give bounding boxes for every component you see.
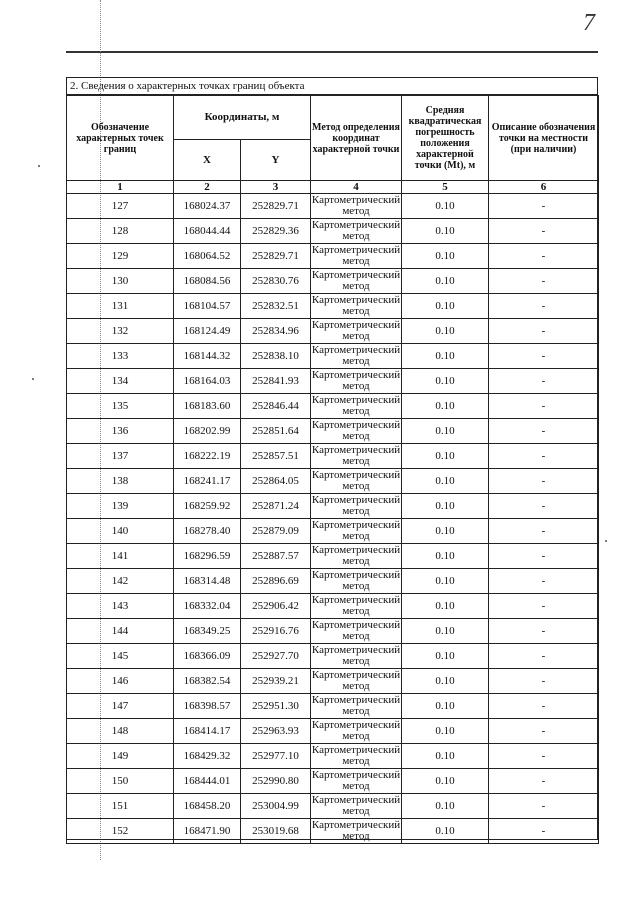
description-cell: -	[489, 344, 599, 369]
point-cell: 134	[67, 369, 174, 394]
table-row	[67, 369, 599, 394]
method-cell: Картометрический метод	[311, 519, 401, 542]
description-cell: -	[489, 819, 599, 844]
y-cell: 252838.10	[241, 344, 311, 369]
point-cell: 144	[67, 619, 174, 644]
x-cell: 168259.92	[174, 494, 241, 519]
y-cell: 253004.99	[241, 794, 311, 819]
y-cell: 253019.68	[241, 819, 311, 844]
table-row	[67, 469, 599, 494]
point-cell: 138	[67, 469, 174, 494]
point-cell: 146	[67, 669, 174, 694]
table-row	[67, 519, 599, 544]
column-number: 2	[174, 181, 241, 194]
x-cell: 168444.01	[174, 769, 241, 794]
header-designation: Обозначение характерных точек границ	[67, 96, 174, 181]
description-cell: -	[489, 219, 599, 244]
description-cell: -	[489, 294, 599, 319]
y-cell: 252896.69	[241, 569, 311, 594]
method-cell: Картометрический метод	[311, 419, 401, 442]
header-coordinates: Координаты, м	[174, 96, 311, 140]
accuracy-cell: 0.10	[402, 269, 489, 294]
top-rule	[66, 51, 598, 53]
accuracy-cell: 0.10	[402, 219, 489, 244]
x-cell: 168366.09	[174, 644, 241, 669]
accuracy-cell: 0.10	[402, 394, 489, 419]
description-cell: -	[489, 644, 599, 669]
description-cell: -	[489, 369, 599, 394]
table-row	[67, 544, 599, 569]
boundary-points-table	[66, 95, 599, 844]
y-cell: 252887.57	[241, 544, 311, 569]
method-cell: Картометрический метод	[311, 569, 401, 592]
accuracy-cell: 0.10	[402, 569, 489, 594]
table-row	[67, 269, 599, 294]
accuracy-cell: 0.10	[402, 719, 489, 744]
description-cell: -	[489, 469, 599, 494]
description-cell: -	[489, 494, 599, 519]
table-row	[67, 594, 599, 619]
x-cell: 168314.48	[174, 569, 241, 594]
x-cell: 168414.17	[174, 719, 241, 744]
table-row	[67, 394, 599, 419]
method-cell: Картометрический метод	[311, 594, 401, 617]
column-number: 3	[241, 181, 311, 194]
y-cell: 252857.51	[241, 444, 311, 469]
table-row	[67, 719, 599, 744]
x-cell: 168222.19	[174, 444, 241, 469]
point-cell: 148	[67, 719, 174, 744]
accuracy-cell: 0.10	[402, 319, 489, 344]
y-cell: 252951.30	[241, 694, 311, 719]
header-y: Y	[241, 140, 311, 181]
table-row	[67, 344, 599, 369]
method-cell: Картометрический метод	[311, 694, 401, 717]
method-cell: Картометрический метод	[311, 794, 401, 817]
x-cell: 168471.90	[174, 819, 241, 844]
description-cell: -	[489, 719, 599, 744]
description-cell: -	[489, 519, 599, 544]
accuracy-cell: 0.10	[402, 344, 489, 369]
point-cell: 147	[67, 694, 174, 719]
accuracy-cell: 0.10	[402, 494, 489, 519]
method-cell: Картометрический метод	[311, 544, 401, 567]
method-cell: Картометрический метод	[311, 294, 401, 317]
header-accuracy: Средняя квадратическая погрешность положения характерной точки (Mt), м	[402, 96, 489, 181]
x-cell: 168044.44	[174, 219, 241, 244]
table-row	[67, 319, 599, 344]
accuracy-cell: 0.10	[402, 294, 489, 319]
x-cell: 168104.57	[174, 294, 241, 319]
y-cell: 252829.36	[241, 219, 311, 244]
scan-speck	[605, 540, 607, 542]
x-cell: 168124.49	[174, 319, 241, 344]
method-cell: Картометрический метод	[311, 319, 401, 342]
y-cell: 252851.64	[241, 419, 311, 444]
accuracy-cell: 0.10	[402, 244, 489, 269]
y-cell: 252841.93	[241, 369, 311, 394]
y-cell: 252963.93	[241, 719, 311, 744]
point-cell: 132	[67, 319, 174, 344]
point-cell: 128	[67, 219, 174, 244]
description-cell: -	[489, 319, 599, 344]
method-cell: Картометрический метод	[311, 394, 401, 417]
y-cell: 252846.44	[241, 394, 311, 419]
x-cell: 168382.54	[174, 669, 241, 694]
column-number: 6	[489, 181, 599, 194]
y-cell: 252916.76	[241, 619, 311, 644]
accuracy-cell: 0.10	[402, 769, 489, 794]
x-cell: 168296.59	[174, 544, 241, 569]
accuracy-cell: 0.10	[402, 819, 489, 844]
accuracy-cell: 0.10	[402, 544, 489, 569]
x-cell: 168332.04	[174, 594, 241, 619]
table-row	[67, 744, 599, 769]
method-cell: Картометрический метод	[311, 644, 401, 667]
table-row	[67, 494, 599, 519]
y-cell: 252864.05	[241, 469, 311, 494]
scan-speck	[32, 378, 34, 380]
table-row	[67, 444, 599, 469]
description-cell: -	[489, 194, 599, 219]
point-cell: 129	[67, 244, 174, 269]
description-cell: -	[489, 419, 599, 444]
method-cell: Картометрический метод	[311, 194, 401, 217]
point-cell: 142	[67, 569, 174, 594]
method-cell: Картометрический метод	[311, 269, 401, 292]
description-cell: -	[489, 269, 599, 294]
header-description: Описание обозначения точки на местности (при наличии)	[489, 96, 599, 181]
table-row	[67, 244, 599, 269]
table-body	[67, 194, 599, 844]
x-cell: 168164.03	[174, 369, 241, 394]
x-cell: 168064.52	[174, 244, 241, 269]
x-cell: 168278.40	[174, 519, 241, 544]
accuracy-cell: 0.10	[402, 744, 489, 769]
description-cell: -	[489, 544, 599, 569]
y-cell: 252830.76	[241, 269, 311, 294]
table-row	[67, 219, 599, 244]
header-method: Метод определения координат характерной точки	[311, 96, 402, 181]
method-cell: Картометрический метод	[311, 444, 401, 467]
point-cell: 140	[67, 519, 174, 544]
table-row	[67, 819, 599, 844]
accuracy-cell: 0.10	[402, 644, 489, 669]
table-row	[67, 694, 599, 719]
description-cell: -	[489, 594, 599, 619]
description-cell: -	[489, 744, 599, 769]
point-cell: 130	[67, 269, 174, 294]
point-cell: 136	[67, 419, 174, 444]
method-cell: Картометрический метод	[311, 469, 401, 492]
method-cell: Картометрический метод	[311, 719, 401, 742]
table-row	[67, 669, 599, 694]
accuracy-cell: 0.10	[402, 519, 489, 544]
description-cell: -	[489, 244, 599, 269]
accuracy-cell: 0.10	[402, 694, 489, 719]
y-cell: 252879.09	[241, 519, 311, 544]
page-number: 7	[583, 10, 595, 36]
y-cell: 252977.10	[241, 744, 311, 769]
description-cell: -	[489, 694, 599, 719]
scan-speck	[38, 165, 40, 167]
table-row	[67, 769, 599, 794]
method-cell: Картометрический метод	[311, 769, 401, 792]
method-cell: Картометрический метод	[311, 819, 401, 842]
description-cell: -	[489, 394, 599, 419]
accuracy-cell: 0.10	[402, 369, 489, 394]
accuracy-cell: 0.10	[402, 469, 489, 494]
point-cell: 145	[67, 644, 174, 669]
method-cell: Картометрический метод	[311, 344, 401, 367]
y-cell: 252871.24	[241, 494, 311, 519]
point-cell: 131	[67, 294, 174, 319]
table-row	[67, 419, 599, 444]
description-cell: -	[489, 769, 599, 794]
point-cell: 152	[67, 819, 174, 844]
point-cell: 149	[67, 744, 174, 769]
point-cell: 150	[67, 769, 174, 794]
accuracy-cell: 0.10	[402, 794, 489, 819]
y-cell: 252906.42	[241, 594, 311, 619]
x-cell: 168398.57	[174, 694, 241, 719]
table-row	[67, 794, 599, 819]
x-cell: 168458.20	[174, 794, 241, 819]
y-cell: 252990.80	[241, 769, 311, 794]
x-cell: 168084.56	[174, 269, 241, 294]
y-cell: 252829.71	[241, 194, 311, 219]
table-row	[67, 294, 599, 319]
column-number: 1	[67, 181, 174, 194]
x-cell: 168349.25	[174, 619, 241, 644]
table-row	[67, 194, 599, 219]
accuracy-cell: 0.10	[402, 669, 489, 694]
y-cell: 252939.21	[241, 669, 311, 694]
point-cell: 143	[67, 594, 174, 619]
x-cell: 168024.37	[174, 194, 241, 219]
accuracy-cell: 0.10	[402, 194, 489, 219]
point-cell: 141	[67, 544, 174, 569]
description-cell: -	[489, 619, 599, 644]
point-cell: 127	[67, 194, 174, 219]
column-number: 5	[402, 181, 489, 194]
table-row	[67, 644, 599, 669]
method-cell: Картометрический метод	[311, 669, 401, 692]
x-cell: 168144.32	[174, 344, 241, 369]
column-number: 4	[311, 181, 402, 194]
point-cell: 139	[67, 494, 174, 519]
x-cell: 168202.99	[174, 419, 241, 444]
description-cell: -	[489, 669, 599, 694]
y-cell: 252834.96	[241, 319, 311, 344]
y-cell: 252832.51	[241, 294, 311, 319]
table-row	[67, 619, 599, 644]
point-cell: 133	[67, 344, 174, 369]
accuracy-cell: 0.10	[402, 619, 489, 644]
method-cell: Картометрический метод	[311, 219, 401, 242]
method-cell: Картометрический метод	[311, 494, 401, 517]
accuracy-cell: 0.10	[402, 594, 489, 619]
x-cell: 168429.32	[174, 744, 241, 769]
accuracy-cell: 0.10	[402, 444, 489, 469]
description-cell: -	[489, 569, 599, 594]
table-row	[67, 569, 599, 594]
y-cell: 252927.70	[241, 644, 311, 669]
section-title: 2. Сведения о характерных точках границ объекта	[67, 78, 597, 95]
point-cell: 135	[67, 394, 174, 419]
header-x: X	[174, 140, 241, 181]
method-cell: Картометрический метод	[311, 244, 401, 267]
x-cell: 168241.17	[174, 469, 241, 494]
description-cell: -	[489, 444, 599, 469]
method-cell: Картометрический метод	[311, 619, 401, 642]
method-cell: Картометрический метод	[311, 369, 401, 392]
point-cell: 151	[67, 794, 174, 819]
point-cell: 137	[67, 444, 174, 469]
method-cell: Картометрический метод	[311, 744, 401, 767]
x-cell: 168183.60	[174, 394, 241, 419]
accuracy-cell: 0.10	[402, 419, 489, 444]
points-sheet	[66, 77, 598, 840]
y-cell: 252829.71	[241, 244, 311, 269]
description-cell: -	[489, 794, 599, 819]
